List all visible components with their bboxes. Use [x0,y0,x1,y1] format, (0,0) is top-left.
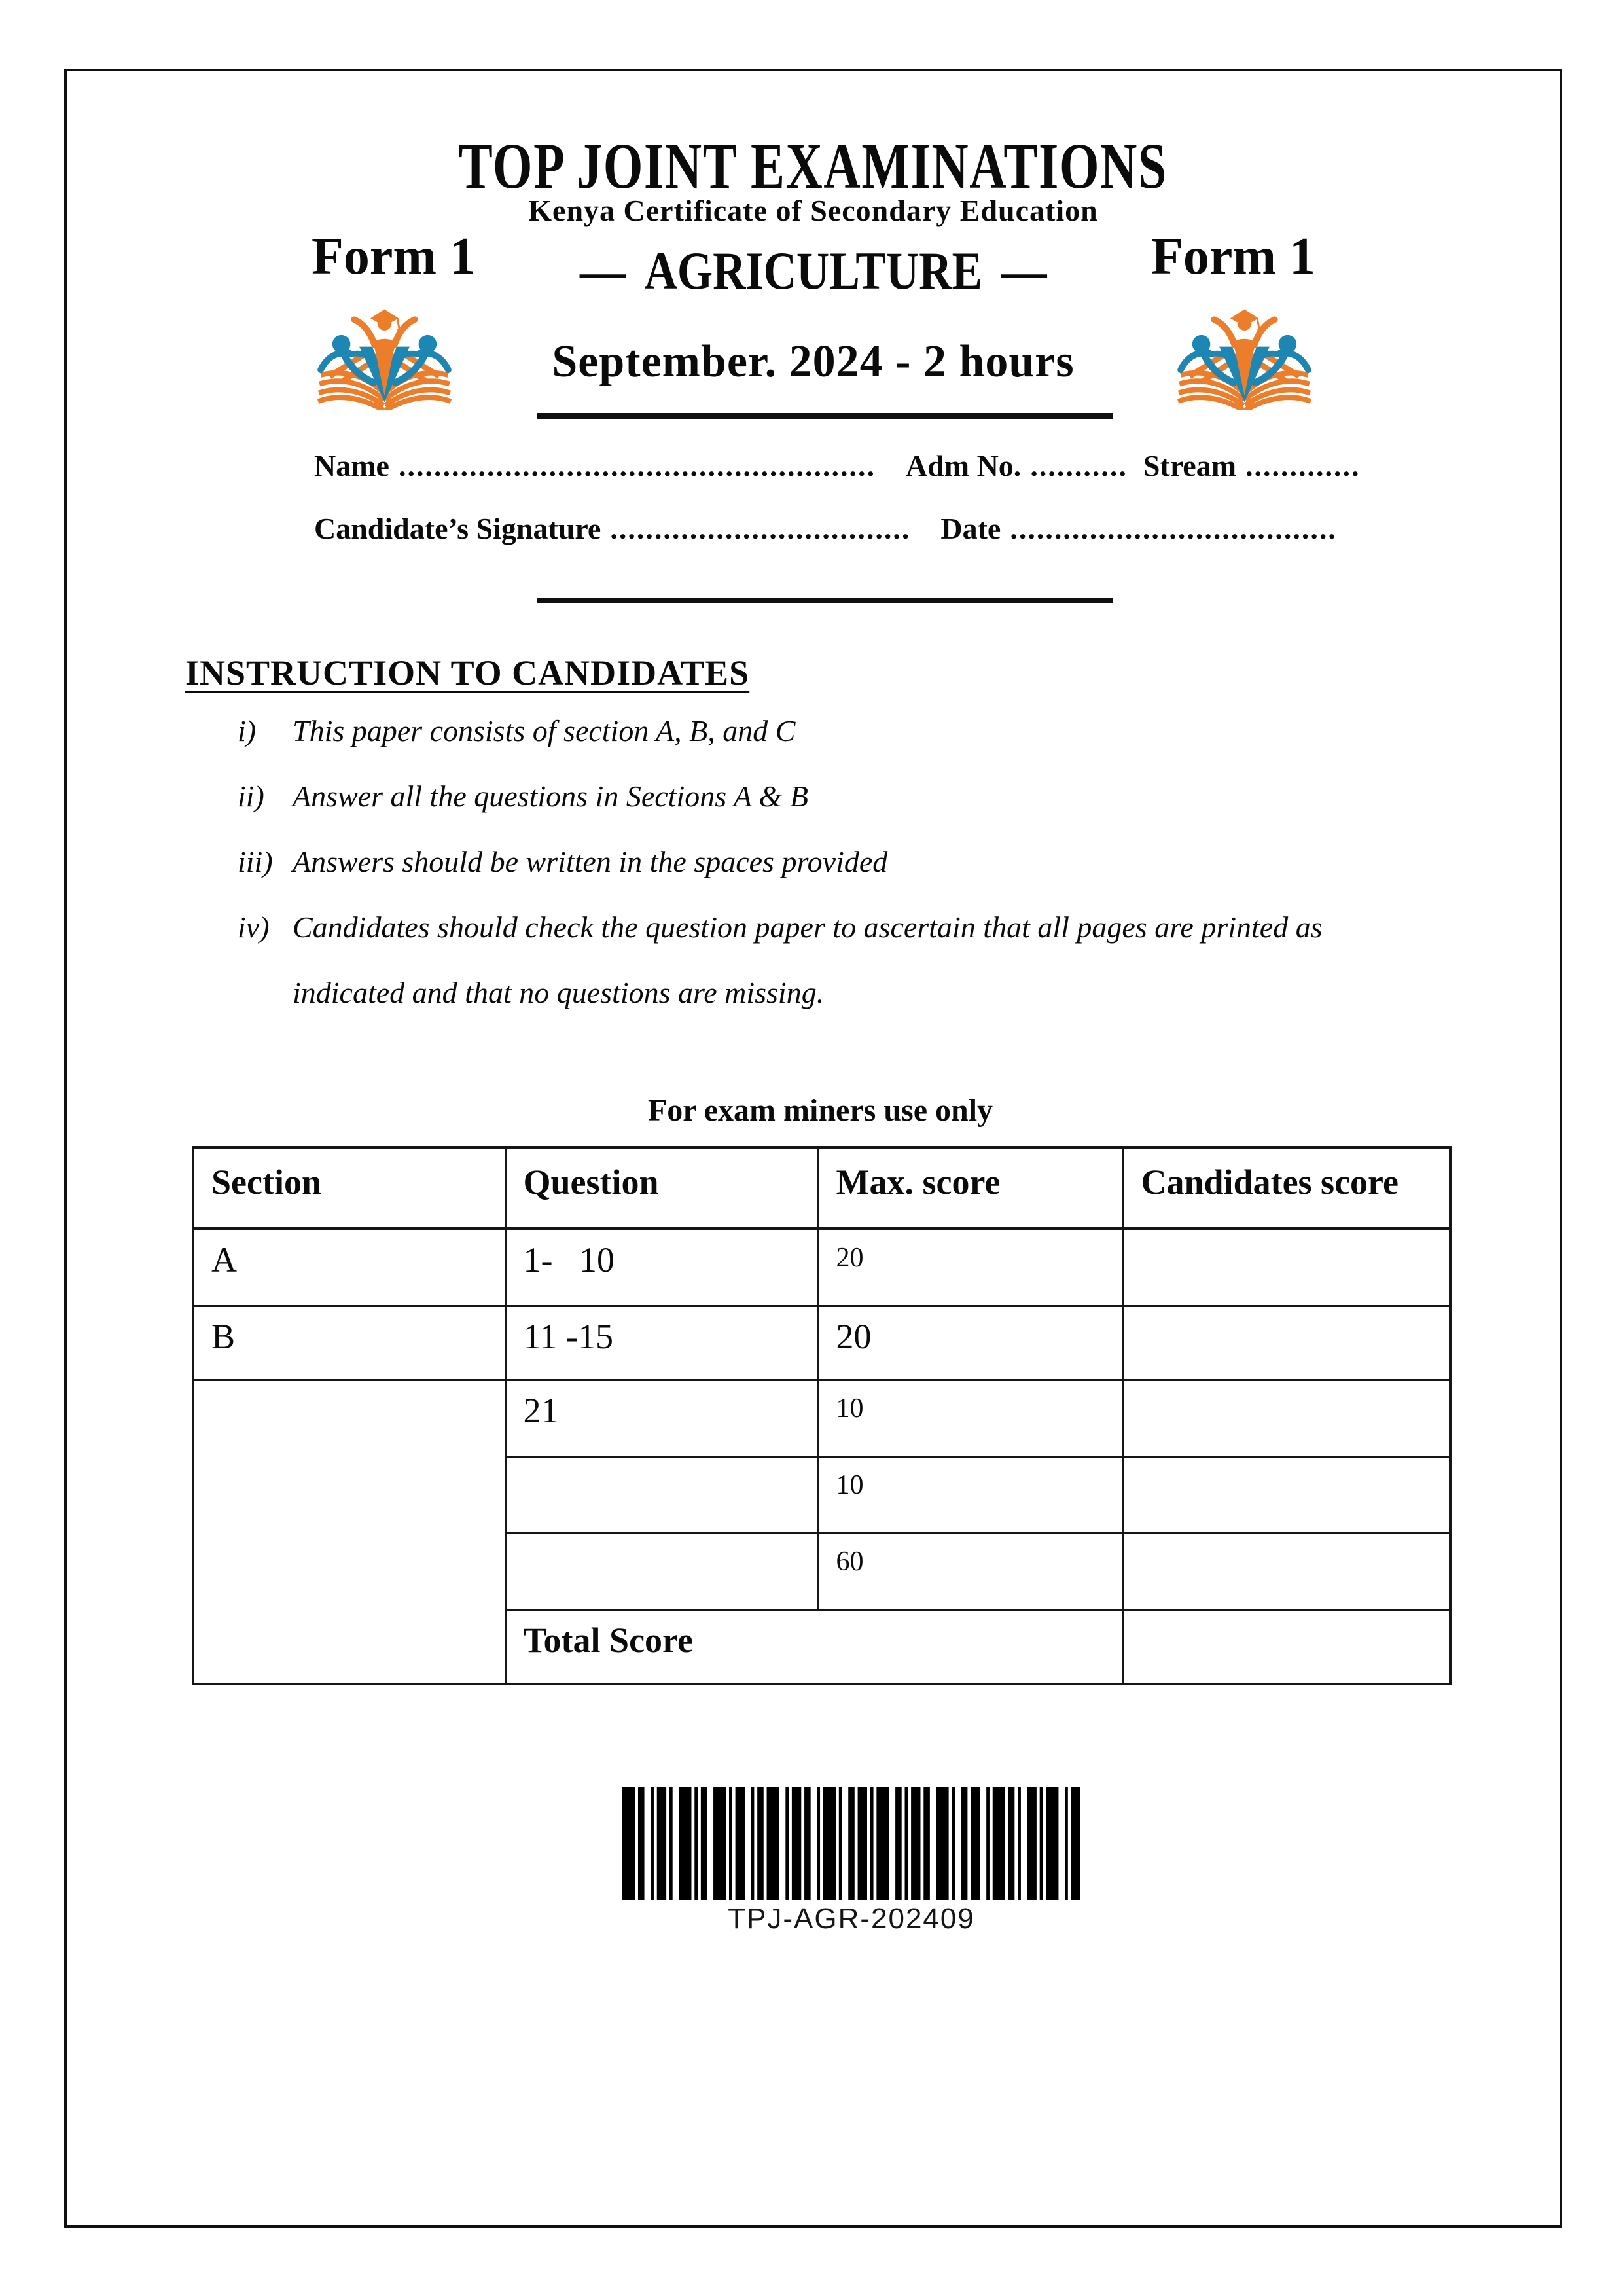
instruction-item-4 [238,895,1416,1026]
max-score-cell: 20 [818,1229,1123,1306]
candidate-signature-row [314,511,1453,546]
adm-no-label: Adm No. [905,449,1022,482]
candidates-score-cell [1123,1610,1450,1685]
table-row [193,1229,1450,1306]
stream-fill-line: ............. [1245,449,1361,482]
max-score-cell: 10 [818,1380,1123,1457]
page-title: TOP JOINT EXAMINATIONS [458,130,1168,202]
instructions-heading: INSTRUCTION TO CANDIDATES [185,653,750,692]
barcode-block [622,1787,1080,1935]
max-score-cell: 10 [818,1457,1123,1534]
adm-no-fill-line: ........... [1030,449,1128,482]
name-fill-line: ...................................................... [398,449,876,482]
max-score-cell: 20 [818,1306,1123,1380]
date-fill-line: ..................................... [1010,512,1337,545]
candidates-score-cell [1123,1380,1450,1457]
barcode-text: TPJ-AGR-202409 [728,1903,975,1935]
instruction-item-1 [238,698,1416,764]
table-row [193,1306,1450,1380]
candidates-score-cell [1123,1534,1450,1610]
column-header-question: Question [505,1147,818,1229]
divider-rule-top [537,413,1113,419]
subject-title [67,240,1560,302]
name-label: Name [314,449,389,482]
candidate-name-row [314,448,1453,483]
instruction-number: i) [238,714,257,747]
max-score-cell: 60 [818,1534,1123,1610]
left-dash: — [579,241,626,300]
instruction-number: iv) [238,910,270,944]
form-level-left: Form 1 [312,228,476,285]
exam-session-duration: September. 2024 - 2 hours [552,336,1075,387]
candidates-score-cell [1123,1229,1450,1306]
total-score-cell: Total Score [505,1610,1123,1685]
instruction-text: This paper consists of section A, B, and C [293,714,796,747]
instruction-number: ii) [238,780,264,813]
column-header-max-score: Max. score [818,1147,1123,1229]
examiners-table-caption: For exam miners use only [647,1093,993,1128]
instruction-text: Candidates should check the question paper to ascertain that all pages are printed as indicated and that no questions are missing. [293,910,1323,1009]
question-cell: 11 -15 [505,1306,818,1380]
form-level-right: Form 1 [1151,228,1316,285]
section-cell-merged [193,1380,505,1685]
instruction-item-3 [238,829,1416,895]
candidates-score-cell [1123,1306,1450,1380]
instruction-text: Answer all the questions in Sections A & B [293,780,808,813]
table-row [193,1380,1450,1457]
section-cell: B [193,1306,505,1380]
instruction-number: iii) [238,845,273,878]
candidates-score-cell [1123,1457,1450,1534]
table-header-row [193,1147,1450,1229]
instruction-text: Answers should be written in the spaces provided [293,845,888,878]
instruction-item-2 [238,764,1416,829]
question-cell: 1- 10 [505,1229,818,1306]
column-header-section: Section [193,1147,505,1229]
question-cell [505,1457,818,1534]
right-dash: — [1001,241,1047,300]
barcode [622,1787,1080,1900]
subject-name: AGRICULTURE [644,241,982,300]
section-cell: A [193,1229,505,1306]
instructions-list [238,698,1416,1026]
column-header-candidates-score: Candidates score [1123,1147,1450,1229]
stream-label: Stream [1143,449,1237,482]
signature-fill-line: .................................. [610,512,911,545]
page-border [64,69,1562,2228]
signature-label: Candidate’s Signature [314,512,601,545]
page-subtitle: Kenya Certificate of Secondary Education [528,194,1098,227]
question-cell: 21 [505,1380,818,1457]
divider-rule-bottom [537,598,1113,603]
examiners-score-table [192,1146,1452,1685]
question-cell [505,1534,818,1610]
date-label: Date [940,512,1001,545]
